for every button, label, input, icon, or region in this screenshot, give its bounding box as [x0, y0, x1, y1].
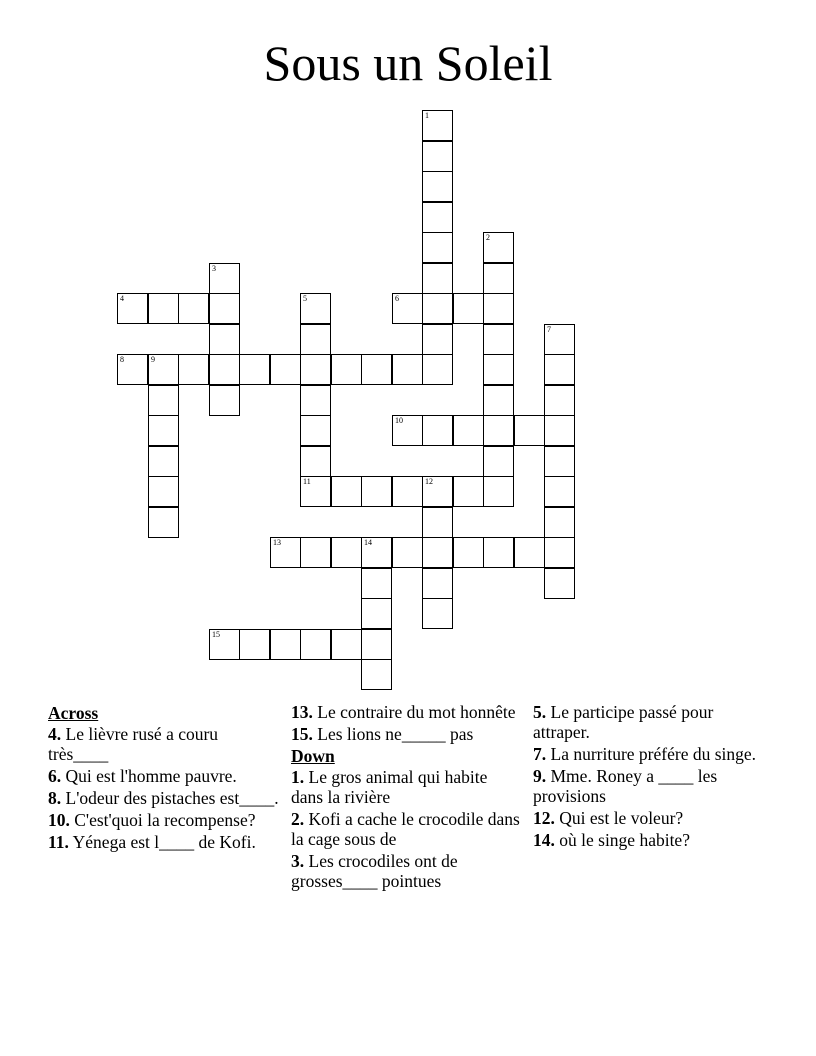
clue-number: 7.: [533, 744, 547, 764]
clue-number: 3.: [291, 851, 305, 871]
grid-cell: [148, 507, 179, 538]
grid-cell: [544, 476, 575, 507]
grid-cell: [361, 659, 392, 690]
grid-cell: [422, 293, 453, 324]
clue-down-5: [533, 702, 765, 742]
grid-cell: [209, 293, 240, 324]
clue-across-4: [48, 724, 280, 764]
grid-cell: [148, 476, 179, 507]
clue-number: 6.: [48, 766, 62, 786]
cell-number: 5: [303, 294, 307, 303]
grid-cell: [331, 354, 362, 385]
grid-cell: [331, 537, 362, 568]
across-header: Across: [48, 703, 99, 723]
grid-cell: [300, 293, 331, 324]
clue-number: 12.: [533, 808, 555, 828]
grid-cell: [361, 537, 392, 568]
cell-number: 9: [151, 355, 155, 364]
grid-cell: [483, 263, 514, 294]
clue-text: Les crocodiles ont de grosses____ pointues: [291, 851, 458, 891]
clue-text: Le participe passé pour attraper.: [533, 702, 714, 742]
grid-cell: [483, 415, 514, 446]
cell-number: 10: [395, 416, 403, 425]
grid-cell: [422, 141, 453, 172]
clue-down-9: [533, 766, 765, 806]
clue-down-7: [533, 744, 765, 764]
clue-across-13: [291, 702, 523, 722]
grid-cell: [422, 568, 453, 599]
grid-cell: [514, 415, 545, 446]
grid-cell: [453, 537, 484, 568]
grid-cell: [239, 629, 270, 660]
grid-cell: [209, 629, 240, 660]
clue-text: Le gros animal qui habite dans la rivière: [291, 767, 488, 807]
clue-text: Le lièvre rusé a couru très____: [48, 724, 219, 764]
grid-cell: [300, 446, 331, 477]
grid-cell: [544, 354, 575, 385]
clue-text: Les lions ne_____ pas: [312, 724, 474, 744]
grid-cell: [270, 354, 301, 385]
clue-number: 2.: [291, 809, 305, 829]
clue-across-11: [48, 832, 280, 852]
grid-cell: [300, 415, 331, 446]
grid-cell: [361, 476, 392, 507]
grid-cell: [453, 293, 484, 324]
grid-cell: [514, 537, 545, 568]
clue-text: où le singe habite?: [554, 830, 690, 850]
clue-number: 13.: [291, 702, 313, 722]
grid-cell: [422, 476, 453, 507]
grid-cell: [300, 354, 331, 385]
grid-cell: [483, 476, 514, 507]
grid-cell: [209, 354, 240, 385]
grid-cell: [361, 598, 392, 629]
grid-cell: [300, 385, 331, 416]
grid-cell: [392, 537, 423, 568]
grid-cell: [178, 293, 209, 324]
grid-cell: [270, 537, 301, 568]
grid-cell: [422, 232, 453, 263]
clue-number: 1.: [291, 767, 305, 787]
clue-down-1: [291, 767, 523, 807]
clue-across-15: [291, 724, 523, 744]
grid-cell: [392, 415, 423, 446]
grid-cell: [544, 507, 575, 538]
grid-cell: [422, 202, 453, 233]
grid-cell: [483, 232, 514, 263]
grid-cell: [544, 324, 575, 355]
grid-cell: [300, 324, 331, 355]
clue-text: Mme. Roney a ____ les provisions: [533, 766, 718, 806]
grid-cell: [422, 324, 453, 355]
cell-number: 2: [486, 233, 490, 242]
grid-cell: [544, 446, 575, 477]
grid-cell: [422, 537, 453, 568]
cell-number: 8: [120, 355, 124, 364]
clue-down-14: [533, 830, 765, 850]
clue-text: Yénega est l____ de Kofi.: [68, 832, 256, 852]
clue-number: 9.: [533, 766, 547, 786]
grid-cell: [178, 354, 209, 385]
clue-text: Qui est l'homme pauvre.: [61, 766, 237, 786]
grid-cell: [422, 263, 453, 294]
cell-number: 3: [212, 264, 216, 273]
page-title: Sous un Soleil: [263, 35, 553, 91]
grid-cell: [148, 446, 179, 477]
clue-number: 14.: [533, 830, 555, 850]
grid-cell: [148, 293, 179, 324]
grid-cell: [300, 476, 331, 507]
grid-cell: [483, 385, 514, 416]
grid-cell: [209, 324, 240, 355]
cell-number: 14: [364, 538, 372, 547]
grid-cell: [239, 354, 270, 385]
grid-cell: [544, 537, 575, 568]
grid-cell: [483, 293, 514, 324]
clue-text: C'est'quoi la recompense?: [69, 810, 256, 830]
grid-cell: [209, 263, 240, 294]
grid-cell: [422, 354, 453, 385]
grid-cell: [300, 629, 331, 660]
cell-number: 13: [273, 538, 281, 547]
clues-column-2: [291, 702, 523, 893]
grid-cell: [117, 354, 148, 385]
cell-number: 1: [425, 111, 429, 120]
grid-cell: [422, 110, 453, 141]
clue-number: 10.: [48, 810, 70, 830]
cell-number: 7: [547, 325, 551, 334]
grid-cell: [483, 354, 514, 385]
cell-number: 6: [395, 294, 399, 303]
clues-column-1: [48, 702, 280, 854]
grid-cell: [422, 507, 453, 538]
grid-cell: [300, 537, 331, 568]
grid-cell: [544, 385, 575, 416]
grid-cell: [483, 446, 514, 477]
clue-number: 15.: [291, 724, 313, 744]
grid-cell: [392, 476, 423, 507]
grid-cell: [422, 171, 453, 202]
down-header: Down: [291, 746, 335, 766]
clue-text: Qui est le voleur?: [554, 808, 684, 828]
grid-cell: [544, 568, 575, 599]
clue-across-8: [48, 788, 280, 808]
grid-cell: [453, 415, 484, 446]
cell-number: 15: [212, 630, 220, 639]
grid-cell: [453, 476, 484, 507]
grid-cell: [361, 354, 392, 385]
clue-number: 5.: [533, 702, 547, 722]
grid-cell: [392, 354, 423, 385]
clues-column-3: [533, 702, 765, 852]
grid-cell: [483, 537, 514, 568]
grid-cell: [117, 293, 148, 324]
grid-cell: [148, 385, 179, 416]
clue-text: La nurriture préfére du singe.: [546, 744, 757, 764]
grid-cell: [544, 415, 575, 446]
grid-cell: [148, 415, 179, 446]
grid-cell: [422, 598, 453, 629]
grid-cell: [361, 568, 392, 599]
grid-cell: [331, 476, 362, 507]
clue-number: 11.: [48, 832, 69, 852]
grid-cell: [392, 293, 423, 324]
cell-number: 4: [120, 294, 124, 303]
clue-across-10: [48, 810, 280, 830]
grid-cell: [148, 354, 179, 385]
grid-cell: [331, 629, 362, 660]
grid-cell: [270, 629, 301, 660]
grid-cell: [483, 324, 514, 355]
clue-down-2: [291, 809, 523, 849]
clue-down-3: [291, 851, 523, 891]
clue-across-6: [48, 766, 280, 786]
clue-number: 8.: [48, 788, 62, 808]
grid-cell: [361, 629, 392, 660]
clue-text: Kofi a cache le crocodile dans la cage sous de: [291, 809, 520, 849]
grid-cell: [422, 415, 453, 446]
cell-number: 12: [425, 477, 433, 486]
clue-number: 4.: [48, 724, 62, 744]
cell-number: 11: [303, 477, 311, 486]
clue-text: L'odeur des pistaches est____.: [61, 788, 279, 808]
grid-cell: [209, 385, 240, 416]
clue-down-12: [533, 808, 765, 828]
clue-text: Le contraire du mot honnête: [312, 702, 516, 722]
